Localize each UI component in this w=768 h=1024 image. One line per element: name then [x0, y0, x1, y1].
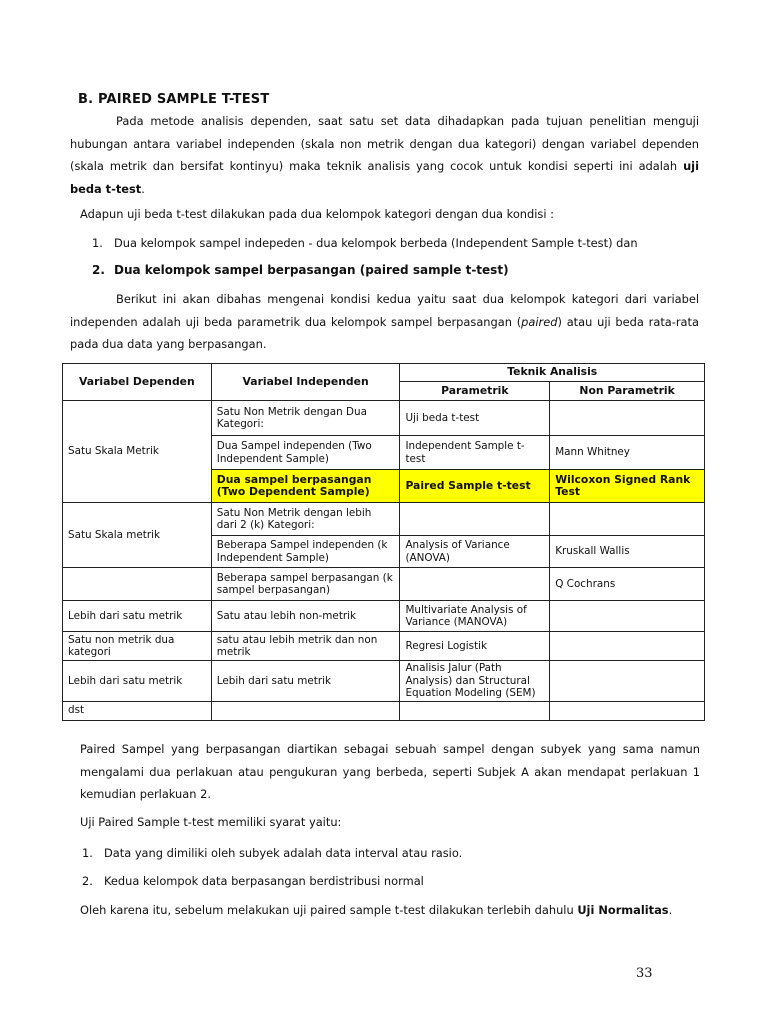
requirement-text: Kedua kelompok data berpasangan berdistribusi normal	[104, 874, 424, 888]
cell-parametric: Multivariate Analysis of Variance (MANOVA)	[400, 601, 550, 632]
cell-parametric	[400, 503, 550, 536]
intro-text: Pada metode analisis dependen, saat satu set data dihadapkan pada tujuan penelitian menguji hubungan antara variabel independen (skala non metrik dengan dua kategori) dengan variabel dependen (skala metrik dan bersifat kontinyu) maka teknik analisis yang cocok untuk kondisi seperti ini adalah	[70, 114, 699, 173]
cell-nonparametric	[550, 401, 705, 436]
cell-independent: Satu Non Metrik dengan lebih dari 2 (k) Kategori:	[211, 503, 400, 536]
cell-independent: Dua sampel berpasangan (Two Dependent Sample)	[211, 470, 400, 503]
cell-parametric: Uji beda t-test	[400, 401, 550, 436]
cell-parametric: Analisis Jalur (Path Analysis) dan Structural Equation Modeling (SEM)	[400, 661, 550, 702]
cell-nonparametric	[550, 632, 705, 661]
table-row	[63, 401, 705, 436]
cell-dependent: Lebih dari satu metrik	[63, 661, 212, 702]
cell-nonparametric: Wilcoxon Signed Rank Test	[550, 470, 705, 503]
cell-independent	[211, 701, 400, 720]
table-header-row	[63, 364, 705, 382]
condition-text: Dua kelompok sampel berpasangan (paired sample t-test)	[114, 263, 509, 277]
cell-nonparametric: Q Cochrans	[550, 568, 705, 601]
cell-nonparametric: Mann Whitney	[550, 436, 705, 470]
table-row	[63, 568, 705, 601]
cell-parametric: Analysis of Variance (ANOVA)	[400, 536, 550, 568]
analysis-technique-table	[62, 363, 705, 721]
header-dependent: Variabel Dependen	[63, 364, 212, 401]
cell-dependent: Lebih dari satu metrik	[63, 601, 212, 632]
cell-independent: Beberapa Sampel independen (k Independent Sample)	[211, 536, 400, 568]
closing-paragraph	[80, 899, 709, 922]
cell-independent: Satu atau lebih non-metrik	[211, 601, 400, 632]
table-row	[63, 661, 705, 702]
table-row	[63, 701, 705, 720]
cell-independent: Satu Non Metrik dengan Dua Kategori:	[211, 401, 400, 436]
header-parametric: Parametrik	[400, 382, 550, 401]
cell-independent: Dua Sampel independen (Two Independent Sample)	[211, 436, 400, 470]
closing-end: .	[668, 903, 673, 917]
cell-independent: Lebih dari satu metrik	[211, 661, 400, 702]
cell-dependent: Satu Skala metrik	[63, 503, 212, 568]
cell-dependent: Satu non metrik dua kategori	[63, 632, 212, 661]
header-independent: Variabel Independen	[211, 364, 400, 401]
table-row	[63, 632, 705, 661]
closing-text: Oleh karena itu, sebelum melakukan uji paired sample t-test dilakukan terlebih dahulu	[80, 903, 578, 917]
condition-item-1	[92, 235, 638, 251]
table-row	[63, 503, 705, 536]
section-heading: B. PAIRED SAMPLE T-TEST	[78, 92, 270, 107]
intro-paragraph	[70, 110, 699, 200]
discussion-italic: paired	[521, 314, 558, 329]
cell-nonparametric	[550, 701, 705, 720]
page-number: 33	[636, 966, 653, 981]
requirement-number: 2.	[82, 874, 93, 888]
closing-bold-term: Uji Normalitas	[577, 903, 669, 917]
discussion-before: Berikut ini akan dibahas mengenai kondisi kedua yaitu saat dua kelompok kategori dari variabel independen adalah uji beda parametrik dua kelompok sampel berpasangan (	[70, 292, 699, 329]
requirements-intro: Uji Paired Sample t-test memiliki syarat yaitu:	[80, 815, 342, 829]
cell-independent: Beberapa sampel berpasangan (k sampel berpasangan)	[211, 568, 400, 601]
discussion-after: ) atau uji beda rata-rata pada dua data yang berpasangan.	[70, 314, 699, 351]
cell-parametric	[400, 701, 550, 720]
cell-parametric: Paired Sample t-test	[400, 470, 550, 503]
cell-dependent: dst	[63, 701, 212, 720]
header-nonparametric: Non Parametrik	[550, 382, 705, 401]
cell-nonparametric	[550, 661, 705, 702]
table-row	[63, 601, 705, 632]
conditions-intro: Adapun uji beda t-test dilakukan pada dua kelompok kategori dengan dua kondisi :	[80, 207, 554, 221]
intro-bold-term: uji beda t-test	[70, 159, 699, 196]
cell-nonparametric	[550, 503, 705, 536]
cell-parametric: Independent Sample t-test	[400, 436, 550, 470]
cell-nonparametric: Kruskall Wallis	[550, 536, 705, 568]
condition-text: Dua kelompok sampel indepeden - dua kelompok berbeda (Independent Sample t-test) dan	[114, 236, 638, 250]
requirement-number: 1.	[82, 846, 93, 860]
discussion-paragraph	[70, 288, 699, 356]
requirement-item-2	[82, 873, 424, 889]
requirement-item-1	[82, 845, 462, 861]
cell-nonparametric	[550, 601, 705, 632]
paired-definition-paragraph: Paired Sampel yang berpasangan diartikan sebagai sebuah sampel dengan subyek yang sama namun mengalami dua perlakuan atau pengukuran yang berbeda, seperti Subjek A akan mendapat perlakuan 1 kemudian perlakuan 2.	[80, 742, 700, 801]
cell-dependent: Satu Skala Metrik	[63, 401, 212, 503]
header-technique: Teknik Analisis	[400, 364, 705, 382]
cell-parametric	[400, 568, 550, 601]
condition-number: 1.	[92, 236, 103, 250]
cell-dependent	[63, 568, 212, 601]
condition-number: 2.	[92, 263, 105, 277]
cell-independent: satu atau lebih metrik dan non metrik	[211, 632, 400, 661]
requirement-text: Data yang dimiliki oleh subyek adalah data interval atau rasio.	[104, 846, 463, 860]
cell-parametric: Regresi Logistik	[400, 632, 550, 661]
intro-end: .	[141, 181, 145, 196]
condition-item-2	[92, 262, 509, 278]
